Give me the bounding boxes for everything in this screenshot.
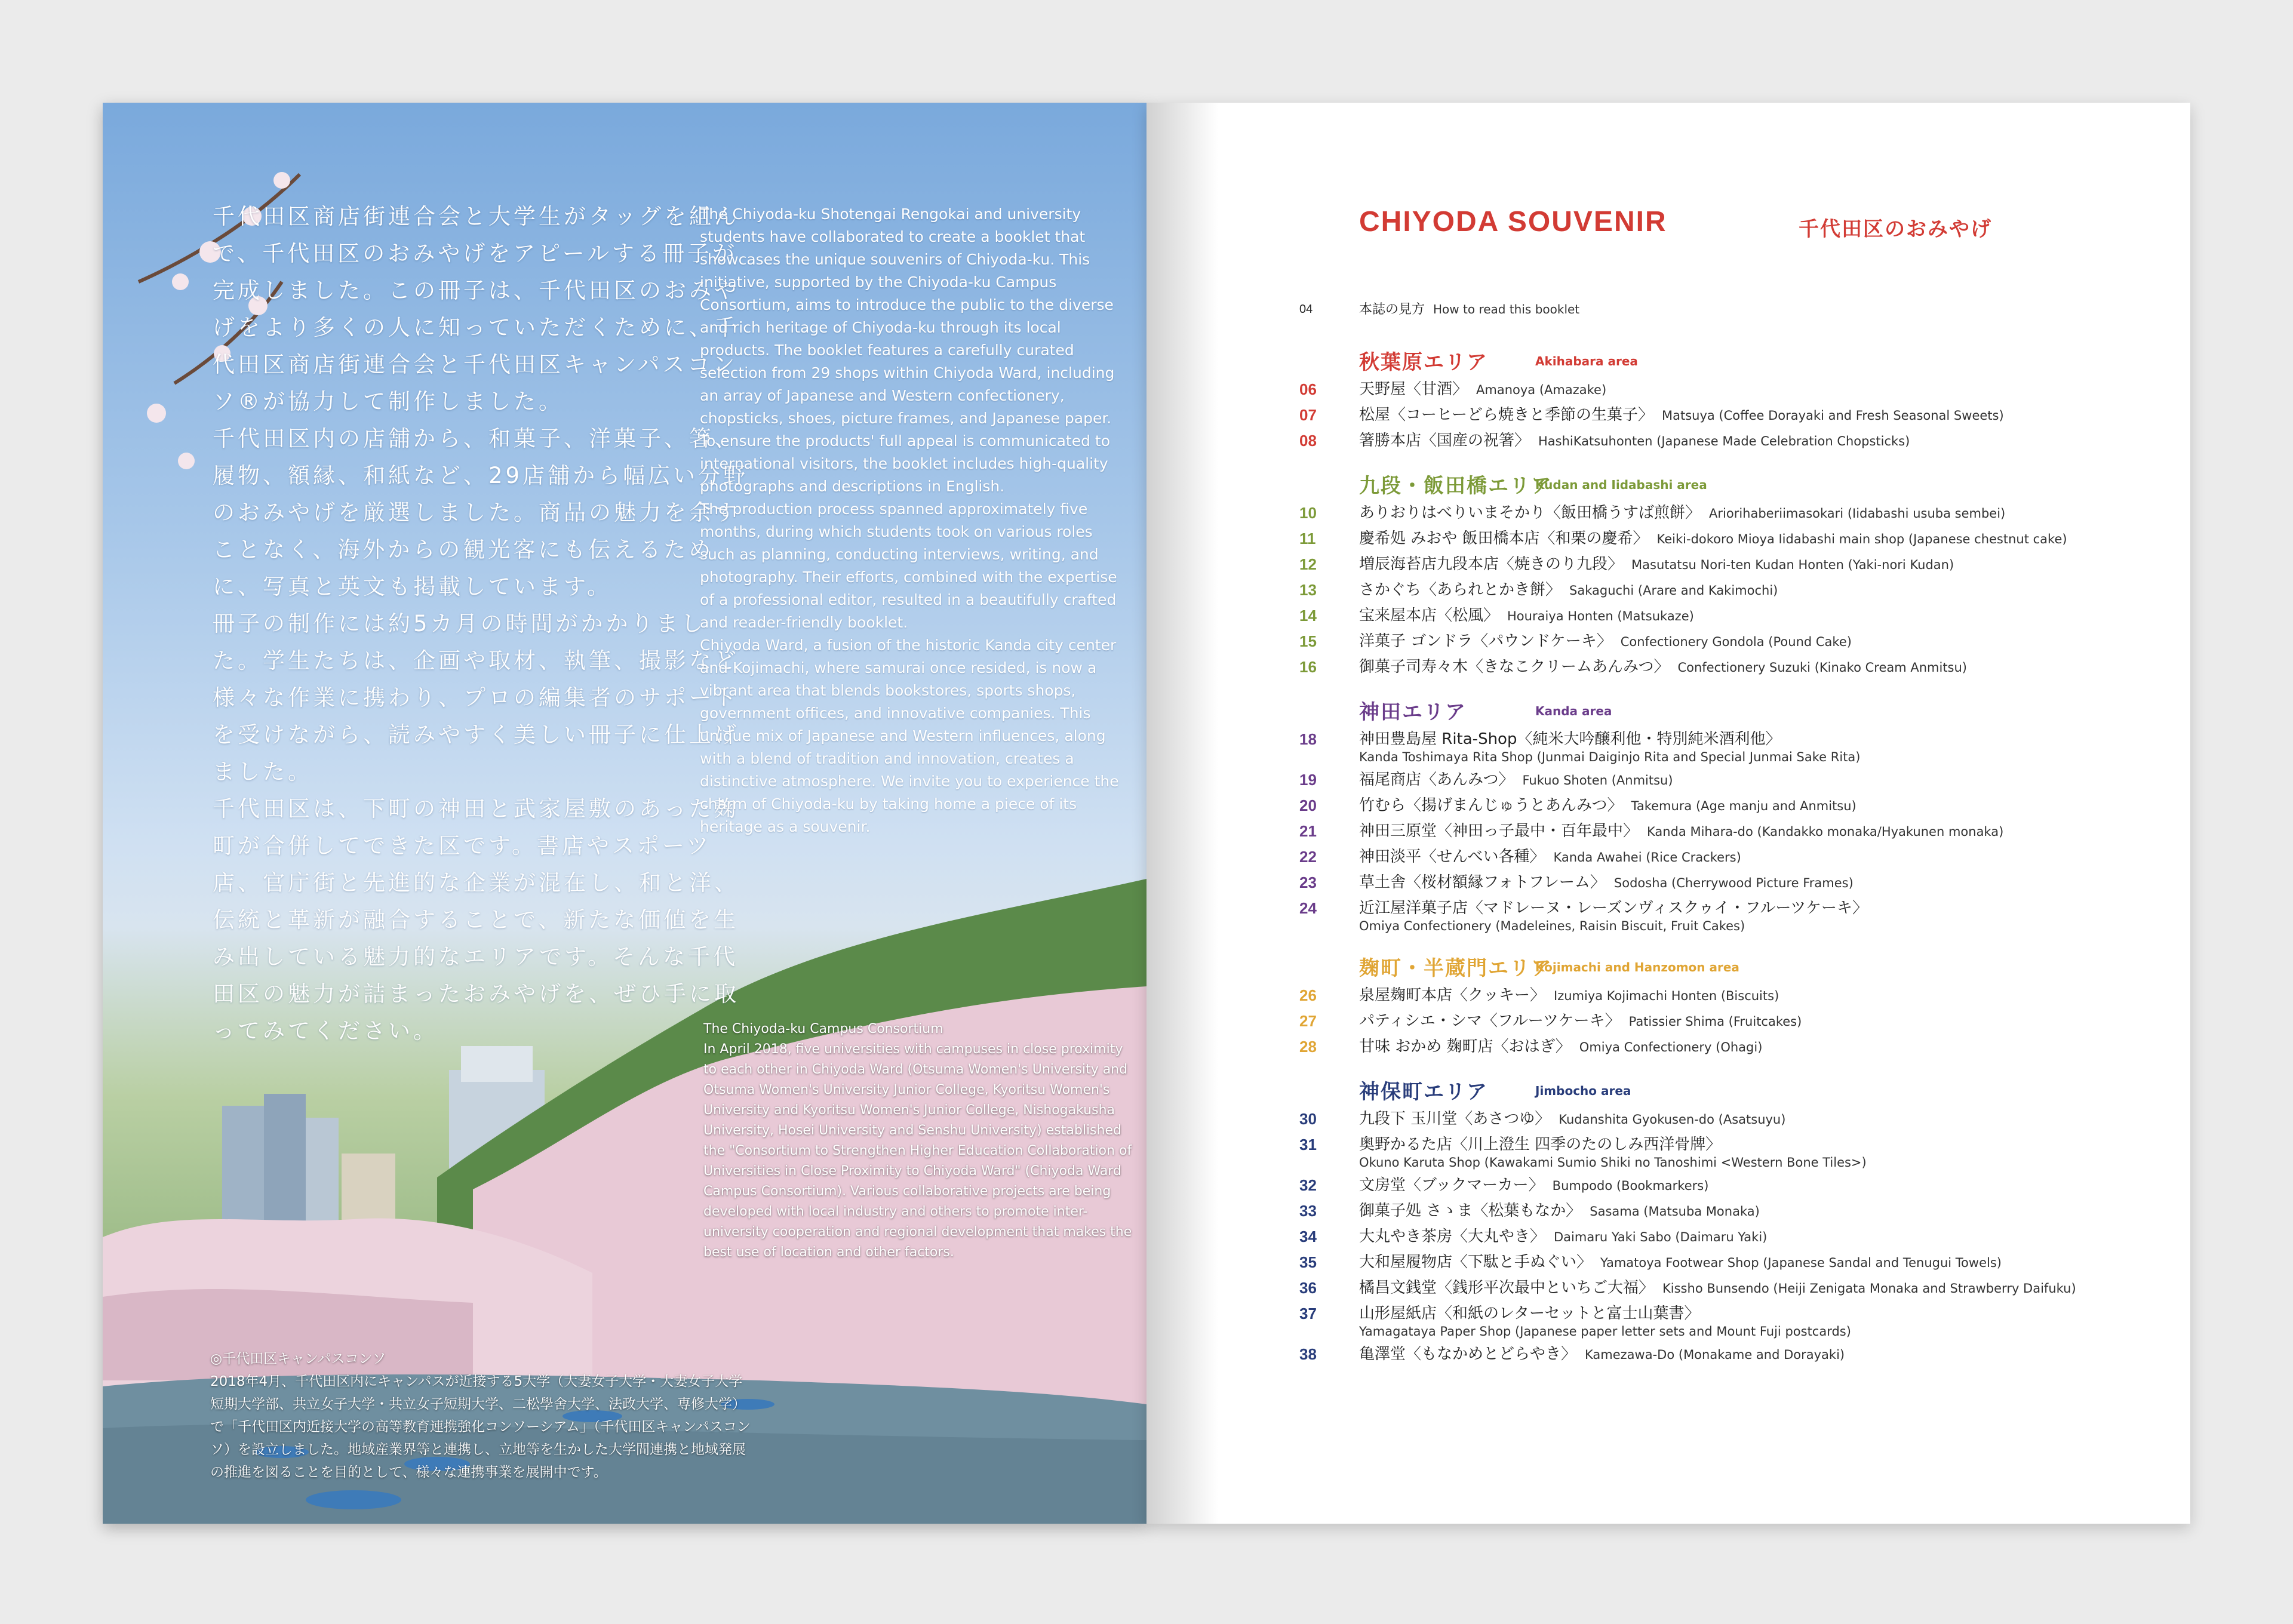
toc-page-number: 04 <box>1299 303 1313 316</box>
toc-entry-en: Matsuya (Coffee Dorayaki and Fresh Seasonal Sweets) <box>1661 408 2004 423</box>
consortium-en-body: In April 2018, five universities with campuses in close proximity to each other in Chiyoda Ward (Otsuma Women's University and Otsuma Women's University Junior College, Kyoritsu Women's University and Kyoritsu Women's Junior College, Nishogakusha University, Hosei University and Senshu University) established the "Consortium to Strengthen Higher Education Collaboration of Universities in Close Proximity to Chiyoda Ward" (Chiyoda Ward Campus Consortium). Various collaborative projects are being developed with local industry and others to promote inter-university cooperation and regional development that makes the best use of location and other factors. <box>703 1042 1132 1260</box>
toc-row[interactable] <box>1299 1106 2177 1132</box>
en-intro-paragraph: The production process spanned approximately five months, during which students took on various roles such as planning, conducting interviews, writing, and photography. Their efforts, combined with the expertise of a professional editor, resulted in a beautifully crafted and reader-friendly booklet. <box>700 500 1117 631</box>
toc-entry-jp <box>1359 377 1606 403</box>
toc-row[interactable] <box>1299 577 2177 603</box>
toc-row[interactable] <box>1299 629 2177 654</box>
toc-entry-jp-text: 亀澤堂〈もなかめとどらやき〉 <box>1359 1345 1577 1363</box>
toc-entry-jp <box>1359 1106 1785 1133</box>
toc-entry-jp-text: 山形屋紙店〈和紙のレターセットと富士山葉書〉 <box>1359 1305 1700 1322</box>
toc-entry-jp <box>1359 1008 1802 1035</box>
toc-entry-en: Amanoya (Amazake) <box>1476 383 1607 397</box>
toc-entry-en: Houraiya Honten (Matsukaze) <box>1507 609 1694 623</box>
en-intro-paragraph: Chiyoda Ward, a fusion of the historic Kanda city center and Kojimachi, where samurai once resided, is now a vibrant area that blends bookstores, sports shops, government offices, and innovative companies. This unique mix of Japanese and Western influences, along with a blend of tradition and innovation, creates a distinctive atmosphere. We invite you to experience the charm of Chiyoda-ku by taking home a piece of its heritage as a souvenir. <box>700 636 1119 835</box>
toc-entry-en: Kamezawa-Do (Monakame and Dorayaki) <box>1585 1348 1845 1362</box>
toc-entry-jp-text: パティシエ・シマ〈フルーツケーキ〉 <box>1359 1012 1621 1030</box>
consortium-jp-heading: ◎千代田区キャンパスコンソ <box>210 1351 386 1367</box>
toc-entry-jp-text: 御菓子処 さゝま〈松葉もなか〉 <box>1359 1202 1582 1220</box>
page-title-jp: 千代田区のおみやげ <box>1799 217 1992 241</box>
toc-entry-jp <box>1359 603 1694 629</box>
toc-row[interactable] <box>1299 1132 2177 1173</box>
page-title: CHIYODA SOUVENIR <box>1359 206 1667 238</box>
toc-entry-en: Kissho Bunsendo (Heiji Zenigata Monaka and Strawberry Daifuku) <box>1662 1281 2076 1296</box>
toc-row[interactable] <box>1299 526 2177 552</box>
toc-entry-jp <box>1359 428 1910 454</box>
toc-page-number: 07 <box>1299 406 1317 424</box>
toc-entry-en: Omiya Confectionery (Madeleines, Raisin Biscuit, Fruit Cakes) <box>1359 919 1745 933</box>
jp-intro-paragraph: 千代田区商店街連合会と大学生がタッグを組んで、千代田区のおみやげをアピールする冊子が完成しました。この冊子は、千代田区のおみやげをより多くの人に知っていただくために、千代田区商店街連合会と千代田区キャンパスコンソ®が協力して制作しました。 <box>213 204 739 414</box>
consortium-note-jp <box>210 1348 754 1484</box>
toc-entry-jp <box>1359 500 2005 527</box>
toc-row[interactable] <box>1299 896 2177 936</box>
toc-entry-en: Bumpodo (Bookmarkers) <box>1552 1179 1709 1193</box>
toc-page-number: 32 <box>1299 1176 1317 1194</box>
toc-page-number: 22 <box>1299 848 1317 866</box>
toc-entry-jp-text: 松屋〈コーヒーどら焼きと季節の生菓子〉 <box>1359 406 1653 424</box>
toc-entry-jp-text: 竹むら〈揚げまんじゅうとあんみつ〉 <box>1359 796 1623 814</box>
toc-row[interactable] <box>1299 402 2177 428</box>
area-heading-jimbo <box>1299 1073 2177 1106</box>
toc-entry-en: Kanda Toshimaya Rita Shop (Junmai Daiginjo Rita and Special Junmai Sake Rita) <box>1359 750 1861 764</box>
toc-entry-jp <box>1359 654 1967 681</box>
toc-entry-en: Keiki-dokoro Mioya Iidabashi main shop (Japanese chestnut cake) <box>1656 532 2067 546</box>
toc-entry-en: How to read this booklet <box>1433 302 1580 316</box>
toc-entry-jp-text: 増辰海苔店九段本店〈焼きのり九段〉 <box>1359 555 1624 573</box>
toc-entry-jp <box>1359 1250 2002 1276</box>
toc-entry-en: Izumiya Kojimachi Honten (Biscuits) <box>1554 989 1779 1003</box>
toc-page-number: 20 <box>1299 796 1317 814</box>
toc-page-number: 37 <box>1299 1305 1317 1322</box>
toc-page-number: 10 <box>1299 504 1317 522</box>
toc-row[interactable] <box>1299 844 2177 870</box>
toc-entry-en: Ariorihaberiimasokari (Iidabashi usuba sembei) <box>1709 506 2006 521</box>
toc-entry-en: Patissier Shima (Fruitcakes) <box>1628 1014 1802 1029</box>
toc-entry-en: Takemura (Age manju and Anmitsu) <box>1631 799 1856 813</box>
toc-row[interactable] <box>1299 1342 2177 1367</box>
toc-row[interactable] <box>1299 1008 2177 1034</box>
toc-page-number: 18 <box>1299 730 1317 748</box>
toc-entry-jp-text: 御菓子司寿々木〈きなこクリームあんみつ〉 <box>1359 658 1670 676</box>
toc-row[interactable] <box>1299 500 2177 526</box>
area-heading-en: Jimbocho area <box>1535 1084 1631 1098</box>
toc-row[interactable] <box>1299 1198 2177 1224</box>
toc-page-number: 35 <box>1299 1253 1317 1271</box>
toc-row[interactable] <box>1299 819 2177 844</box>
area-heading-en: Kojimachi and Hanzomon area <box>1535 960 1739 974</box>
toc-entry-jp-text: 大丸やき茶房〈大丸やき〉 <box>1359 1228 1546 1245</box>
toc-row[interactable] <box>1299 1173 2177 1198</box>
toc-row[interactable] <box>1299 983 2177 1008</box>
toc-entry-jp <box>1359 577 1778 604</box>
area-heading-koji <box>1299 949 2177 983</box>
en-intro-paragraph: The Chiyoda-ku Shotengai Rengokai and university students have collaborated to create a booklet that showcases the unique souvenirs of Chiyoda-ku. This initiative, supported by the Chiyoda-ku Campus Consortium, aims to introduce the public to the diverse and rich heritage of Chiyoda-ku through its local products. The booklet features a carefully curated selection from 29 shops within Chiyoda Ward, including an array of Japanese and Western confectionery, chopsticks, shoes, picture frames, and Japanese paper. To ensure the products' full appeal is communicated to international visitors, the booklet includes high-quality photographs and descriptions in English. <box>700 205 1115 495</box>
consortium-jp-body: 2018年4月、千代田区内にキャンパスが近接する5大学（大妻女子大学・大妻女子大学短期大学部、共立女子大学・共立女子短期大学、二松學舍大学、法政大学、専修大学）で「千代田区内近接大学の高等教育連携強化コンソーシアム」（千代田区キャンパスコンソ）を設立しました。地域産業界等と連携し、立地等を生かした大学間連携と地域発展の推進を図ることを目的として、様々な連携事業を展開中です。 <box>210 1374 751 1480</box>
toc-entry-jp-text: 宝来屋本店〈松風〉 <box>1359 607 1499 625</box>
toc-entry-jp-text: ありおりはべりいまそかり〈飯田橋うすば煎餅〉 <box>1359 504 1701 522</box>
toc-page-number: 31 <box>1299 1136 1317 1154</box>
toc-page-number: 16 <box>1299 658 1317 676</box>
area-heading-jp: 秋葉原エリア <box>1359 350 1488 374</box>
area-heading-jp: 九段・飯田橋エリア <box>1359 474 1553 498</box>
toc-entry-jp-text: 橘昌文銭堂〈銭形平次最中といちご大福〉 <box>1359 1279 1655 1297</box>
area-heading-en: Akihabara area <box>1535 354 1638 368</box>
jp-intro-text <box>213 198 756 1050</box>
toc-page-number: 33 <box>1299 1202 1317 1220</box>
toc-entry-en: HashiKatsuhonten (Japanese Made Celebration Chopsticks) <box>1538 434 1910 448</box>
toc-row[interactable] <box>1299 377 2177 402</box>
toc-row[interactable] <box>1299 1034 2177 1060</box>
toc-entry-en: Okuno Karuta Shop (Kawakami Sumio Shiki no Tanoshimi <Western Bone Tiles>) <box>1359 1155 1867 1170</box>
toc-entry-jp <box>1359 1275 2076 1302</box>
toc-entry-en: Masutatsu Nori-ten Kudan Honten (Yaki-nori Kudan) <box>1631 558 1954 572</box>
toc-entry-jp-text: 神田三原堂〈神田っ子最中・百年最中〉 <box>1359 822 1639 840</box>
toc-entry-en: Confectionery Suzuki (Kinako Cream Anmitsu) <box>1677 660 1968 675</box>
toc-entry-en: Omiya Confectionery (Ohagi) <box>1579 1040 1763 1054</box>
toc-entry-en: Fukuo Shoten (Anmitsu) <box>1522 773 1673 788</box>
toc-entry-jp <box>1359 629 1852 655</box>
area-heading-en: Kudan and Iidabashi area <box>1535 478 1707 492</box>
toc-entry-jp-text: さかぐち〈あられとかき餅〉 <box>1359 581 1562 599</box>
toc-row[interactable] <box>1299 428 2177 454</box>
toc-entry-jp <box>1359 1173 1708 1199</box>
area-heading-jp: 麹町・半蔵門エリア <box>1359 956 1553 980</box>
toc-entry-jp <box>1359 297 1579 322</box>
area-heading-jp: 神田エリア <box>1359 700 1467 724</box>
toc-page-number: 21 <box>1299 822 1317 840</box>
area-heading-kudan <box>1299 467 2177 500</box>
consortium-note-en <box>703 1019 1133 1263</box>
toc-entry-en: Sakaguchi (Arare and Kakimochi) <box>1569 583 1778 598</box>
toc-entry-jp <box>1359 552 1954 578</box>
toc-page-number: 19 <box>1299 771 1317 789</box>
toc-entry-jp <box>1359 1342 1845 1368</box>
toc-entry-jp <box>1359 1224 1767 1250</box>
toc-row[interactable] <box>1299 1301 2177 1342</box>
toc-entry-en: Kudanshita Gyokusen-do (Asatsuyu) <box>1559 1112 1786 1127</box>
toc-page-number: 13 <box>1299 581 1317 599</box>
right-page <box>1146 103 2190 1524</box>
toc-entry-jp-text: 奥野かるた店〈川上澄生 四季のたのしみ西洋骨牌〉 <box>1359 1136 1722 1154</box>
toc-entry-jp-text: 神田淡平〈せんべい各種〉 <box>1359 848 1545 866</box>
left-page <box>103 103 1146 1524</box>
jp-intro-paragraph: 冊子の制作には約5カ月の時間がかかりました。学生たちは、企画や取材、執筆、撮影など様々な作業に携わり、プロの編集者のサポートを受けながら、読みやすく美しい冊子に仕上げました。 <box>213 611 739 785</box>
toc-entry-en: Yamagataya Paper Shop (Japanese paper letter sets and Mount Fuji postcards) <box>1359 1324 1851 1339</box>
toc-page-number: 24 <box>1299 899 1317 917</box>
toc-row[interactable] <box>1299 1224 2177 1250</box>
toc-row[interactable] <box>1299 1275 2177 1301</box>
toc-entry-jp-text: 福尾商店〈あんみつ〉 <box>1359 771 1514 789</box>
toc-entry-jp-text: 草土舎〈桜材額縁フォトフレーム〉 <box>1359 873 1606 891</box>
toc-entry-jp <box>1359 870 1854 896</box>
toc-entry-en: Daimaru Yaki Sabo (Daimaru Yaki) <box>1554 1230 1768 1244</box>
toc-entry-jp <box>1359 1198 1760 1225</box>
toc-entry-jp <box>1359 402 2004 429</box>
toc-entry-jp-text: 箸勝本店〈国産の祝箸〉 <box>1359 432 1530 450</box>
toc-page-number: 34 <box>1299 1228 1317 1245</box>
toc-entry-jp <box>1359 767 1673 793</box>
toc-page-number: 12 <box>1299 555 1317 573</box>
toc-page-number: 30 <box>1299 1110 1317 1128</box>
toc-entry-jp-text: 文房堂〈ブックマーカー〉 <box>1359 1176 1544 1194</box>
toc-page-number: 26 <box>1299 986 1317 1004</box>
toc-page-number: 28 <box>1299 1038 1317 1056</box>
toc-page-number: 06 <box>1299 380 1317 398</box>
toc-entry-jp <box>1359 844 1741 871</box>
toc-row[interactable] <box>1299 603 2177 629</box>
toc-entry-en: Kanda Awahei (Rice Crackers) <box>1553 850 1741 865</box>
toc-row-how-to[interactable] <box>1299 297 2177 330</box>
toc-entry-jp <box>1359 983 1779 1009</box>
toc-page-number: 38 <box>1299 1345 1317 1363</box>
area-heading-jp: 神保町エリア <box>1359 1080 1488 1104</box>
toc-entry-en: Confectionery Gondola (Pound Cake) <box>1620 635 1852 649</box>
toc-entry-jp-text: 泉屋麹町本店〈クッキー〉 <box>1359 986 1546 1004</box>
toc-page-number: 08 <box>1299 432 1317 450</box>
toc-page-number: 27 <box>1299 1012 1317 1030</box>
jp-intro-paragraph: 千代田区は、下町の神田と武家屋敷のあった麹町が合併してできた区です。書店やスポーツ店、官庁街と先進的な企業が混在し、和と洋、伝統と革新が融合することで、新たな価値を生み出している魅力的なエリアです。そんな千代田区の魅力が詰まったおみやげを、ぜひ手に取ってみてください。 <box>213 796 739 1044</box>
toc-page-number: 11 <box>1299 530 1316 548</box>
toc-entry-jp-text: 大和屋履物店〈下駄と手ぬぐい〉 <box>1359 1253 1593 1271</box>
toc-entry-jp-text: 本誌の見方 <box>1359 302 1425 317</box>
toc-row[interactable] <box>1299 1250 2177 1275</box>
toc-entry-jp-text: 天野屋〈甘酒〉 <box>1359 380 1468 398</box>
toc-row[interactable] <box>1299 870 2177 896</box>
toc-page-number: 15 <box>1299 632 1317 650</box>
toc-page-number: 23 <box>1299 873 1317 891</box>
toc-row[interactable] <box>1299 767 2177 793</box>
area-heading-en: Kanda area <box>1535 704 1612 718</box>
jp-intro-paragraph: 千代田区内の店舗から、和菓子、洋菓子、箸、履物、額縁、和紙など、29店舗から幅広い分野のおみやげを厳選しました。商品の魅力を余すことなく、海外からの観光客にも伝えるために、写真と英文も掲載しています。 <box>213 426 749 599</box>
toc-entry-en: Sasama (Matsuba Monaka) <box>1590 1204 1760 1219</box>
toc-entry-jp <box>1359 819 2003 845</box>
toc-entry-jp <box>1359 1034 1762 1060</box>
table-of-contents <box>1299 297 2177 1367</box>
toc-row[interactable] <box>1299 727 2177 767</box>
toc-entry-en: Sodosha (Cherrywood Picture Frames) <box>1613 876 1854 890</box>
toc-entry-en: Yamatoya Footwear Shop (Japanese Sandal and Tenugui Towels) <box>1600 1256 2002 1270</box>
toc-entry-jp-text: 洋菓子 ゴンドラ〈パウンドケーキ〉 <box>1359 632 1612 650</box>
area-heading-akiba <box>1299 343 2177 377</box>
toc-entry-jp-text: 慶希処 みおや 飯田橋本店〈和栗の慶希〉 <box>1359 530 1649 548</box>
area-heading-kanda <box>1299 693 2177 727</box>
toc-row[interactable] <box>1299 793 2177 819</box>
toc-entry-jp-text: 近江屋洋菓子店〈マドレーヌ・レーズンヴィスクゥイ・フルーツケーキ〉 <box>1359 899 1868 917</box>
en-intro-text <box>700 203 1130 838</box>
toc-entry-en: Kanda Mihara-do (Kandakko monaka/Hyakunen monaka) <box>1647 825 2004 839</box>
toc-entry-jp-text: 神田豊島屋 Rita-Shop〈純米大吟醸利他・特別純米酒利他〉 <box>1359 730 1781 748</box>
toc-entry-jp-text: 甘味 おかめ 麹町店〈おはぎ〉 <box>1359 1038 1571 1056</box>
consortium-en-heading: The Chiyoda-ku Campus Consortium <box>703 1022 943 1036</box>
toc-row[interactable] <box>1299 552 2177 577</box>
toc-entry-jp <box>1359 526 2067 552</box>
toc-row[interactable] <box>1299 654 2177 680</box>
toc-page-number: 14 <box>1299 607 1317 625</box>
toc-entry-jp <box>1359 793 1856 819</box>
toc-entry-jp-text: 九段下 玉川堂〈あさつゆ〉 <box>1359 1110 1551 1128</box>
toc-page-number: 36 <box>1299 1279 1317 1297</box>
